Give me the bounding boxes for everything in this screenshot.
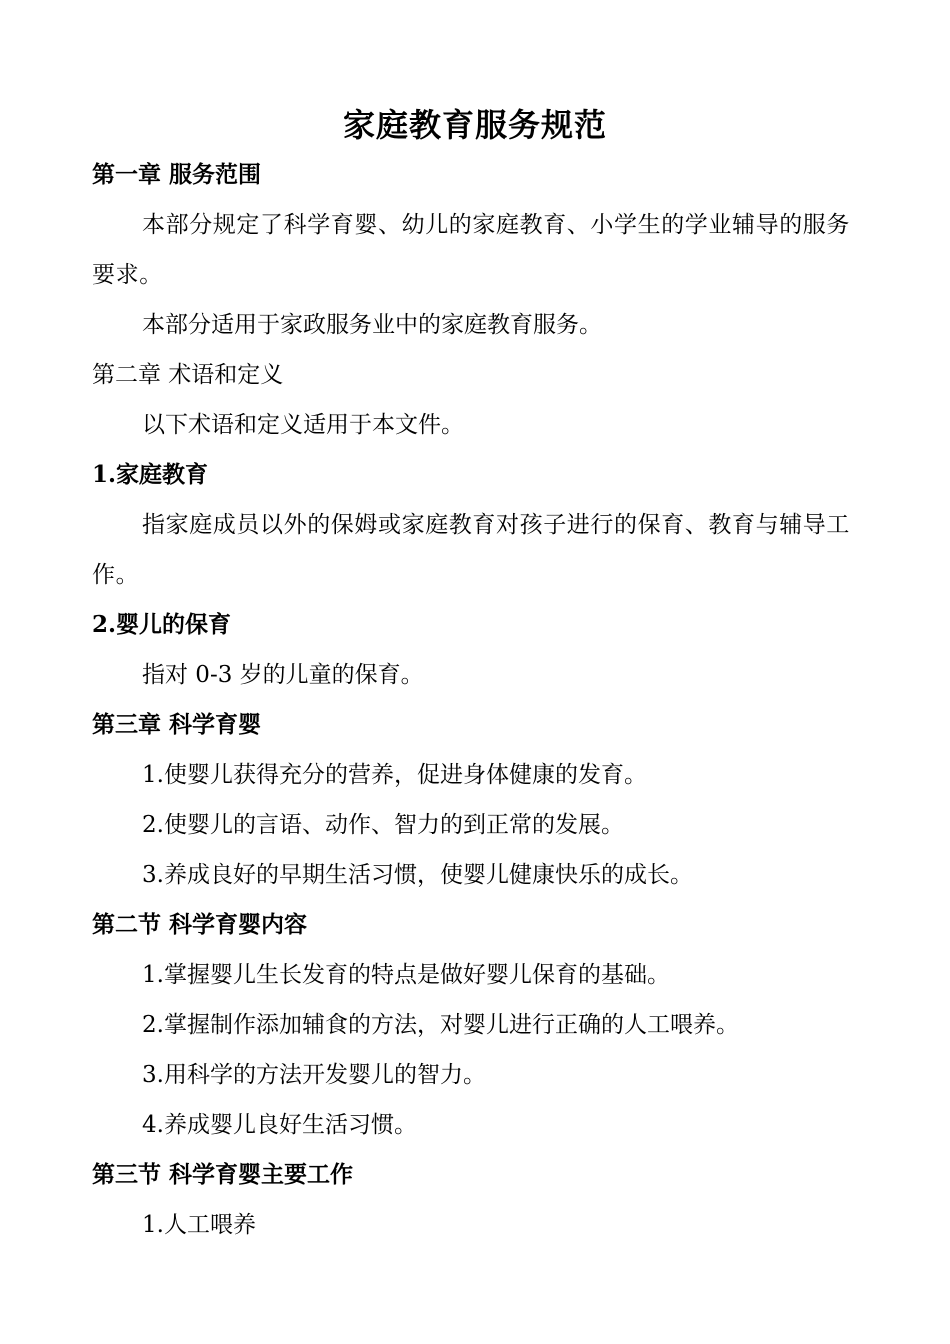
document-title: 家庭教育服务规范 <box>342 106 607 144</box>
list-item: 1.人工喂养 <box>142 1212 256 1238</box>
list-item: 1.使婴儿获得充分的营养，促进身体健康的发育。 <box>142 762 647 788</box>
term-heading: 2.婴儿的保育 <box>92 611 232 638</box>
paragraph: 本部分适用于家政服务业中的家庭教育服务。 <box>142 312 602 338</box>
chapter-heading: 第一章 服务范围 <box>92 161 262 188</box>
list-item: 3.用科学的方法开发婴儿的智力。 <box>142 1062 486 1088</box>
paragraph: 指对 0-3 岁的儿童的保育。 <box>142 662 424 688</box>
chapter-heading: 第二章 术语和定义 <box>92 362 284 388</box>
term-heading: 1.家庭教育 <box>92 461 209 488</box>
document-body <box>92 150 864 1250</box>
chapter-heading: 第三章 科学育婴 <box>92 711 262 738</box>
paragraph: 本部分规定了科学育婴、幼儿的家庭教育、小学生的学业辅导的服务要求。 <box>92 212 850 288</box>
section-heading: 第二节 科学育婴内容 <box>92 911 308 938</box>
list-item: 3.养成良好的早期生活习惯，使婴儿健康快乐的成长。 <box>142 862 693 888</box>
list-item: 2.掌握制作添加辅食的方法，对婴儿进行正确的人工喂养。 <box>142 1012 739 1038</box>
list-item: 4.养成婴儿良好生活习惯。 <box>142 1112 417 1138</box>
list-item: 2.使婴儿的言语、动作、智力的到正常的发展。 <box>142 812 624 838</box>
section-heading: 第三节 科学育婴主要工作 <box>92 1161 354 1188</box>
list-item: 1.掌握婴儿生长发育的特点是做好婴儿保育的基础。 <box>142 962 670 988</box>
paragraph: 以下术语和定义适用于本文件。 <box>142 412 464 438</box>
paragraph: 指家庭成员以外的保姆或家庭教育对孩子进行的保育、教育与辅导工作。 <box>92 512 850 588</box>
